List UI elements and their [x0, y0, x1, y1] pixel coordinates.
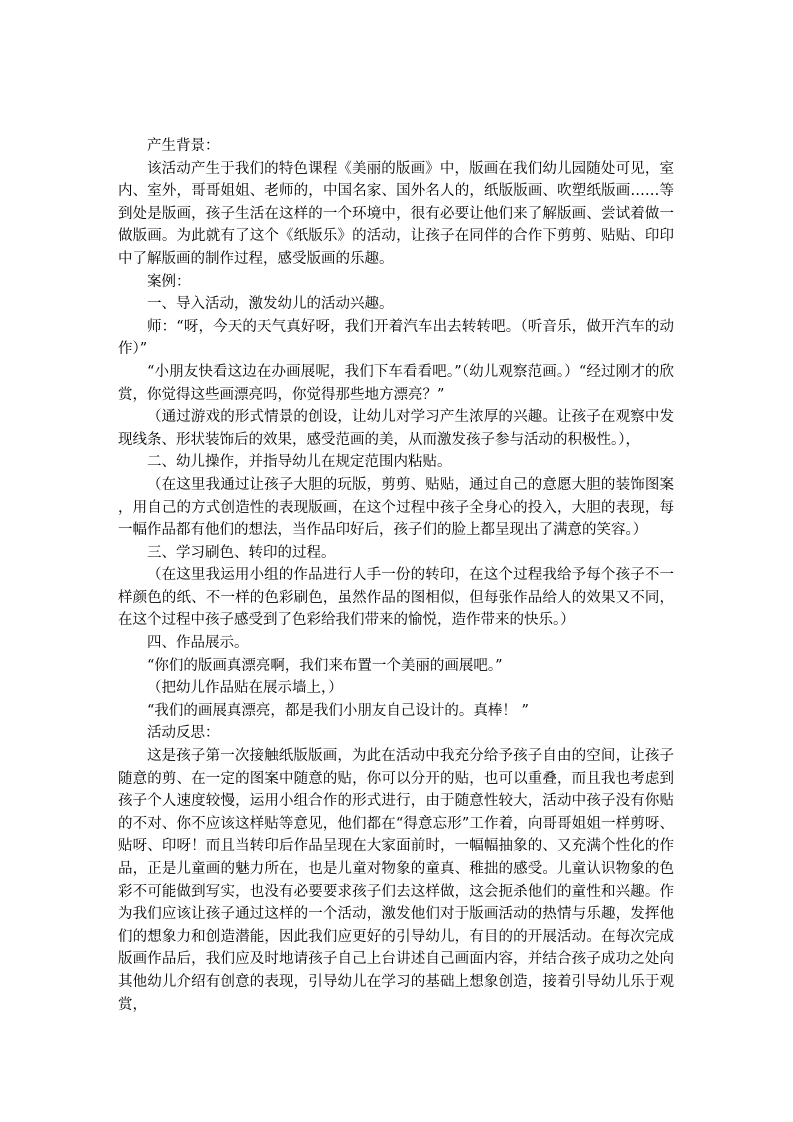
heading-reflection: 活动反思：	[147, 725, 220, 742]
paragraph-game-note: （通过游戏的形式情景的创设，让幼儿对学习产生浓厚的兴趣。让孩子在观察中发现线条、形状装饰后的效果，感受范画的美，从而激发孩子参与活动的积极性。），	[118, 409, 674, 448]
heading-background: 产生背景：	[147, 138, 220, 154]
paragraph-print-note: （在这里我运用小组的作品进行人手一份的转印，在这个过程我给予每个孩子不一样颜色的纸、不一样的色彩刷色，虽然作品的图相似，但每张作品给人的效果又不同，在这个过程中孩子感受到了色彩给我们带来的愉悦，造作带来的快乐。）	[118, 567, 674, 629]
section-heading-1: 一、导入活动，激发幼儿的活动兴趣。	[147, 296, 394, 313]
section-heading-2: 二、幼儿操作，并指导幼儿在规定范围内粘贴。	[147, 454, 452, 471]
heading-case: 案例：	[147, 273, 191, 290]
paragraph-exhibit-quote-1: “你们的版画真漂亮啊，我们来布置一个美丽的画展吧。”	[147, 657, 503, 674]
section-heading-4: 四、作品展示。	[147, 635, 249, 652]
paragraph-operation-note: （在这里我通过让孩子大胆的玩版，剪剪、贴贴，通过自己的意愿大胆的装饰图案，用自己的方式创造性的表现版画，在这个过程中孩子全身心的投入，大胆的表现，每一幅作品都有他们的想法，当作品印好后，孩子们的脸上都呈现出了满意的笑容。）	[118, 476, 674, 539]
paragraph-observe-dialogue: “小朋友快看这边在办画展呢，我们下车看看吧。”（幼儿观察范画。）“经过刚才的欣赏，你觉得这些画漂亮吗，你觉得那些地方漂亮？”	[118, 363, 674, 403]
document-page	[118, 135, 674, 1016]
paragraph-exhibit-quote-2: “我们的画展真漂亮，都是我们小朋友自己设计的。真棒！ ”	[147, 702, 529, 719]
paragraph-reflection-text: 这是孩子第一次接触纸版版画，为此在活动中我充分给予孩子自由的空间，让孩子随意的剪、在一定的图案中随意的贴，你可以分开的贴，也可以重叠，而且我也考虑到孩子个人速度较慢，运用小组合作的形式进行，由于随意性较大，活动中孩子没有你贴的不对、你不应该这样贴等意见，他们都在“得意忘形”工作着，向哥哥姐姐一样剪呀、贴呀、印呀！而且当转印后作品呈现在大家面前时，一幅幅抽象的、又充满个性化的作品，正是儿童画的魅力所在，也是儿童对物象的童真、稚拙的感受。儿童认识物象的色彩不可能做到写实，也没有必要要求孩子们去这样做，这会扼杀他们的童性和兴趣。作为我们应该让孩子通过这样的一个活动，激发他们对于版画活动的热情与乐趣，发挥他们的想象力和创造潜能，因此我们应更好的引导幼儿，有目的的开展活动。在每次完成版画作品后，我们应及时地请孩子自己上台讲述自己画面内容，并结合孩子成功之处向其他幼儿介绍有创意的表现，引导幼儿在学习的基础上想象创造，接着引导幼儿乐于观赏，	[118, 748, 674, 1013]
paragraph-background-text: 该活动产生于我们的特色课程《美丽的版画》中，版画在我们幼儿园随处可见，室内、室外，哥哥姐姐、老师的，中国名家、国外名人的，纸版版画、吹塑纸版画……等到处是版画，孩子生活在这样的一个环境中，很有必要让他们来了解版画、尝试着做一做版画。为此就有了这个《纸版乐》的活动，让孩子在同伴的合作下剪剪、贴贴、印印中了解版画的制作过程，感受版画的乐趣。	[118, 160, 674, 267]
section-heading-3: 三、学习刷色、转印的过程。	[147, 544, 336, 561]
paragraph-exhibit-note: （把幼儿作品贴在展示墙上，）	[147, 680, 343, 697]
paragraph-teacher-dialogue: 师：“呀，今天的天气真好呀，我们开着汽车出去转转吧。（听音乐，做开汽车的动作）”	[118, 318, 674, 358]
